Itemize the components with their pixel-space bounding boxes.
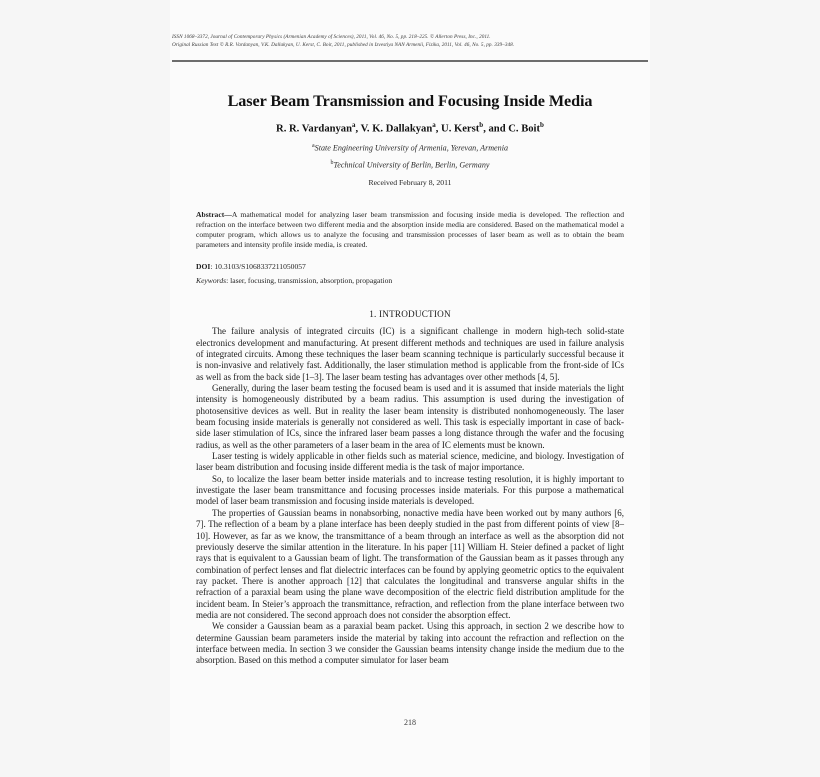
author-affiliation-marker-4: b [540, 121, 544, 130]
doi-line [196, 262, 624, 272]
body-paragraph: The failure analysis of integrated circuits (IC) is a significant challenge in modern high-tech solid-state electronics development and manufacturing. At present different methods and techniques are used in failure analysis of integrated circuits. Among these techniques the laser beam scanning technique is particularly successful because it is non-invasive and relatively fast. Additionally, the laser stimulation method is applicable from the front-side of ICs as well as from the back side [1–3]. The laser beam testing has advantages over other methods [4, 5]. [196, 326, 624, 382]
author-name-4: C. Boit [508, 123, 541, 135]
keywords-line [196, 276, 624, 286]
author-name-1: R. R. Vardanyan [276, 123, 352, 135]
body-paragraph: So, to localize the laser beam better inside materials and to increase testing resolution, it is highly important to investigate the laser beam transmittance and focusing processes inside materials. For this purpose a mathematical model of laser beam transmission and focusing inside materials is developed. [196, 473, 624, 507]
affiliation-a-text: State Engineering University of Armenia, Yerevan, Armenia [314, 143, 508, 153]
doi-label: DOI [196, 261, 211, 271]
keywords-separator: : [226, 275, 231, 285]
abstract-paragraph [196, 210, 624, 251]
abstract-label: Abstract— [196, 209, 232, 219]
abstract-block [196, 210, 624, 287]
original-russian-text-line: Original Russian Text © R.R. Vardanyan, V.K. Dallakyan, U. Kerst, C. Boit, 2011, published in Izvestiya NAN Armenii, Fizika, 2011, Vol. 46, No. 5, pp. 339–348. [172, 41, 515, 48]
journal-citation-line: ISSN 1068–3372, Journal of Contemporary Physics (Armenian Academy of Sciences), 2011, Vol. 46, No. 5, pp. 218–225. © Allerton Press, Inc., 2011. [172, 34, 491, 40]
body-paragraph: Laser testing is widely applicable in other fields such as material science, medicine, and biology. Investigation of laser beam distribution and focusing inside different media is the task of major importance. [196, 451, 624, 473]
section-heading-introduction: 1. INTRODUCTION [369, 309, 451, 320]
affiliation-marker-b: b [330, 159, 334, 166]
received-date: Received February 8, 2011 [368, 177, 452, 187]
body-paragraph: The properties of Gaussian beams in nonabsorbing, nonactive media have been worked out by many authors [6, 7]. The reflection of a beam by a plane interface has been deeply studied in the past from different points of view [8–10]. However, as far as we know, the transmittance of a beam through an interface as well as the absorption did not previously deserve the similar attention in the literature. In his paper [11] William H. Steier defined a packet of light rays that is equivalent to a Gaussian beam of light. The transformation of the Gaussian beam as it passes through any combination of perfect lenses and flat dielectric interfaces can be found by applying geometric optics to the equivalent ray packet. There is another approach [12] that calculates the longitudinal and transverse angular shifts in the refraction of a paraxial beam using the plane wave decomposition of the electric field distribution amplitude for the incident beam. In Steier’s approach the transmittance, refraction, and reflection from the plane interface between two media are not considered. The second approach does not consider the absorption effect. [196, 507, 624, 620]
body-paragraph: Generally, during the laser beam testing the focused beam is used and it is assumed that inside materials the light intensity is homogeneously distributed by a beam radius. This assumption is used during the investigation of photosensitive devices as well. But in reality the laser beam intensity is distributed nonhomogeneously. The laser beam focusing inside materials is generally not considered as well. This task is especially important in case of back-side laser stimulation of ICs, since the infrared laser beam passes a long distance through the wafer and the focusing radius, as well as the other parameters of a laser beam in the area of IC elements must be known. [196, 383, 624, 450]
author-name-2: V. K. Dallakyan [360, 123, 433, 135]
affiliation-b [174, 158, 646, 171]
affiliation-a [174, 141, 646, 154]
doi-value[interactable]: 10.3103/S1068337211050057 [214, 261, 306, 271]
affiliation-marker-a: a [312, 142, 315, 149]
body-paragraph: We consider a Gaussian beam as a paraxial beam packet. Using this approach, in section 2 we describe how to determine Gaussian beam parameters inside the material by taking into account the refraction and reflection on the interface between media. In section 3 we consider the Gaussian beams intensity change inside the medium due to the absorption. Based on this method a computer simulator for laser beam [196, 621, 624, 666]
author-list: R. R. Vardanyan$^a$, V. K. Dallakyan$^a$, U. Kerst$^b$, and C. Boit$^b$ [276, 121, 544, 135]
abstract-text: A mathematical model for analyzing laser beam transmission and focusing inside media is developed. The reflection and refraction on the interface between two different media and the absorption inside media are considered. Based on the mathematical model a computer program, which allows us to analyze the focusing and transmission processes of laser beam as well as to obtain the beam parameters and intensity profile inside media, is created. [196, 209, 624, 250]
page-number: 218 [404, 718, 416, 727]
article-title: Laser Beam Transmission and Focusing Inside Media [227, 92, 593, 111]
author-affiliation-marker-3: b [479, 121, 484, 130]
keywords-label: Keywords [196, 275, 227, 285]
author-conjunction: and [488, 123, 506, 135]
author-affiliation-marker-2: a [432, 121, 436, 130]
affiliation-b-text: Technical University of Berlin, Berlin, Germany [333, 160, 490, 170]
section-body-introduction [196, 326, 624, 666]
doi-separator: : [210, 261, 215, 271]
journal-running-head [172, 34, 650, 49]
author-name-3: U. Kerst [441, 123, 480, 135]
paper-sheet [170, 0, 650, 777]
author-affiliation-marker-1: a [352, 121, 356, 130]
keywords-value: laser, focusing, transmission, absorption, propagation [230, 275, 393, 285]
header-divider-rule [172, 60, 648, 62]
